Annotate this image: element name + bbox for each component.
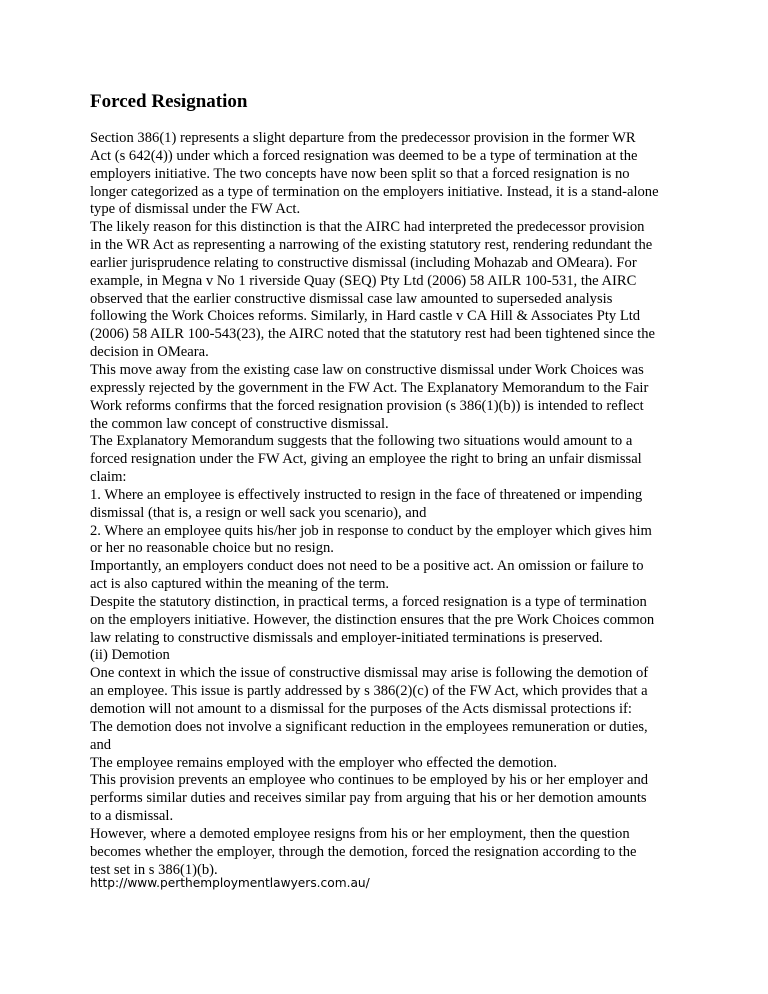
body-line: expressly rejected by the government in the FW Act. The Explanatory Memorandum to the Fair: [90, 379, 649, 396]
body-line: earlier jurisprudence relating to constructive dismissal (including Mohazab and OMeara). For: [90, 254, 637, 271]
body-line: Importantly, an employers conduct does not need to be a positive act. An omission or failure to: [90, 558, 644, 575]
body-line: However, where a demoted employee resigns from his or her employment, then the question: [90, 825, 630, 842]
footer-url: http://www.perthemploymentlawyers.com.au/: [90, 876, 370, 890]
body-line: This provision prevents an employee who continues to be employed by his or her employer and: [90, 772, 649, 789]
document-body: [90, 130, 690, 879]
body-line: an employee. This issue is partly addressed by s 386(2)(c) of the FW Act, which provides that a: [90, 683, 648, 700]
body-line: This move away from the existing case law on constructive dismissal under Work Choices was: [90, 361, 644, 378]
body-line: demotion will not amount to a dismissal for the purposes of the Acts dismissal protections if:: [90, 701, 632, 717]
body-line: Despite the statutory distinction, in practical terms, a forced resignation is a type of termination: [90, 593, 647, 610]
body-line: The likely reason for this distinction is that the AIRC had interpreted the predecessor provision: [90, 219, 645, 236]
body-line: to a dismissal.: [90, 808, 174, 825]
body-line: The Explanatory Memorandum suggests that the following two situations would amount to a: [90, 433, 633, 450]
body-line: dismissal (that is, a resign or well sack you scenario), and: [90, 504, 427, 521]
body-line: or her no reasonable choice but no resign.: [90, 540, 334, 557]
body-line: and: [90, 736, 112, 753]
body-line: observed that the earlier constructive dismissal case law amounted to superseded analysis: [90, 290, 613, 307]
body-line: claim:: [90, 469, 127, 486]
body-line: type of dismissal under the FW Act.: [90, 201, 301, 218]
body-line: test set in s 386(1)(b).: [90, 861, 218, 878]
body-line: 1. Where an employee is effectively instructed to resign in the face of threatened or impending: [90, 486, 643, 503]
body-line: law relating to constructive dismissals and employer-initiated terminations is preserved.: [90, 629, 603, 646]
body-line: act is also captured within the meaning of the term.: [90, 576, 390, 593]
page-title: Forced Resignation: [90, 91, 248, 112]
body-line: following the Work Choices reforms. Similarly, in Hard castle v CA Hill & Associates Pty Ltd: [90, 308, 641, 325]
body-line: Work reforms confirms that the forced resignation provision (s 386(1)(b)) is intended to reflect: [90, 397, 644, 414]
body-line: on the employers initiative. However, the distinction ensures that the pre Work Choices common: [90, 611, 655, 628]
body-line: performs similar duties and receives similar pay from arguing that his or her demotion amounts: [90, 790, 647, 807]
body-line: (ii) Demotion: [90, 647, 170, 664]
body-line: forced resignation under the FW Act, giving an employee the right to bring an unfair dismissal: [90, 451, 642, 468]
body-line: in the WR Act as representing a narrowing of the existing statutory rest, rendering redundant the: [90, 237, 653, 254]
body-line: The demotion does not involve a significant reduction in the employees remuneration or duties,: [90, 718, 648, 735]
body-line: becomes whether the employer, through the demotion, forced the resignation according to the: [90, 843, 637, 860]
body-line: One context in which the issue of constructive dismissal may arise is following the demotion of: [90, 665, 649, 682]
body-line: example, in Megna v No 1 riverside Quay (SEQ) Pty Ltd (2006) 58 AILR 100-531, the AIRC: [90, 272, 637, 289]
body-line: the common law concept of constructive dismissal.: [90, 415, 389, 432]
body-line: employers initiative. The two concepts have now been split so that a forced resignation is no: [90, 165, 630, 182]
body-line: 2. Where an employee quits his/her job in response to conduct by the employer which gives him: [90, 522, 652, 539]
document-page: [90, 90, 690, 879]
body-line: longer categorized as a type of termination on the employers initiative. Instead, it is a stand-alone: [90, 183, 659, 200]
body-line: decision in OMeara.: [90, 344, 209, 361]
body-line: Act (s 642(4)) under which a forced resignation was deemed to be a type of termination at the: [90, 147, 638, 164]
body-line: (2006) 58 AILR 100-543(23), the AIRC noted that the statutory rest had been tightened since the: [90, 326, 655, 343]
body-line: The employee remains employed with the employer who effected the demotion.: [90, 754, 557, 771]
body-line: Section 386(1) represents a slight departure from the predecessor provision in the former WR: [90, 130, 636, 146]
